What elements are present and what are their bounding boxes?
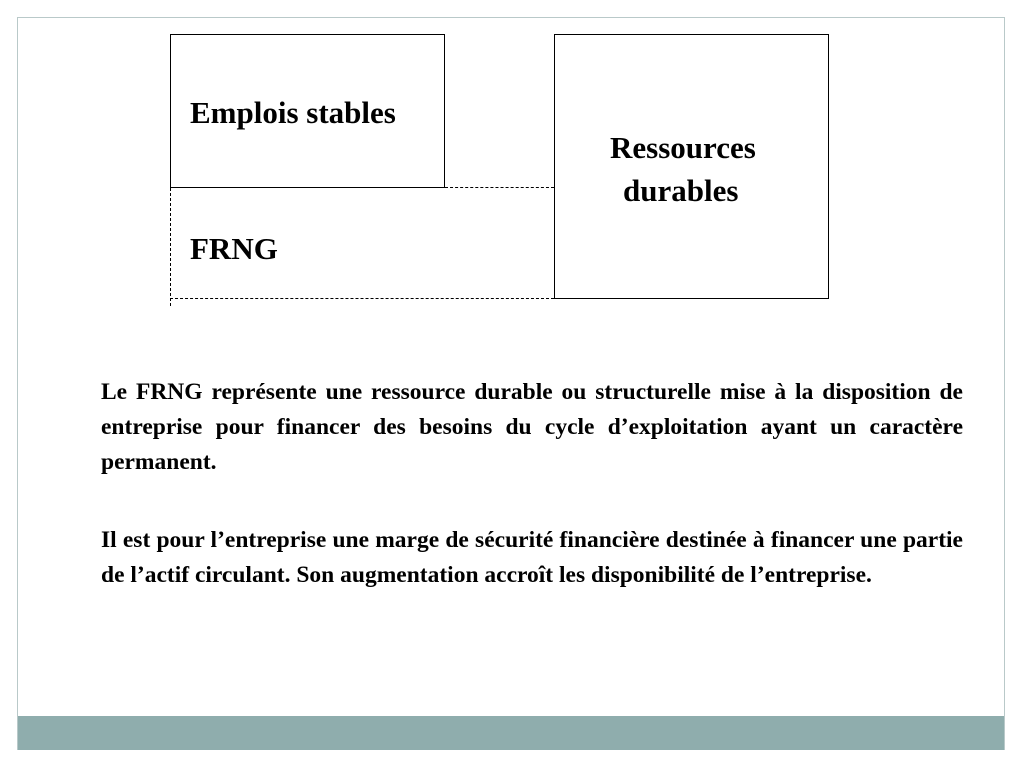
paragraph-frng-margin: Il est pour l’entreprise une marge de sécurité financière destinée à financer une partie de l’actif circulant. Son augmentation accroît les disponibilité de l’entreprise. xyxy=(101,527,963,588)
frng-diagram xyxy=(0,0,1024,340)
paragraph-frng-definition: Le FRNG représente une ressource durable ou structurelle mise à la disposition de entreprise pour financer des besoins du cycle d’exploitation ayant un caractère permanent. xyxy=(101,379,963,475)
ressources-label-line2: durables xyxy=(623,173,739,208)
footer-bar xyxy=(18,716,1004,750)
frng-dashed-left-edge xyxy=(170,188,171,306)
frng-dashed-top-connector xyxy=(445,187,554,188)
emplois-stables-label: Emplois stables xyxy=(190,95,396,130)
frng-dashed-bottom-edge xyxy=(170,298,554,299)
frng-label: FRNG xyxy=(190,231,278,266)
ressources-durables-box xyxy=(554,34,829,299)
ressources-label-line1: Ressources xyxy=(610,130,756,165)
